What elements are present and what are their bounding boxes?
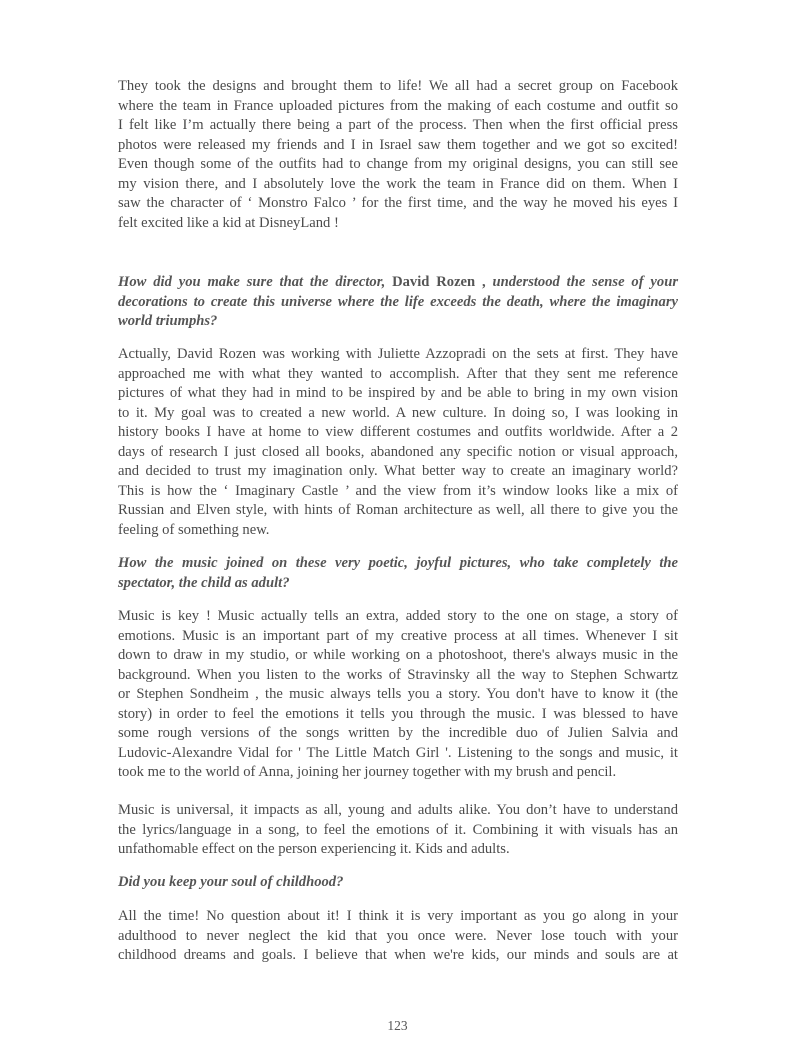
text-line: or Stephen Sondheim , the music always tells you a story. You don't have to know it (the	[118, 686, 678, 702]
body-paragraph	[118, 77, 678, 233]
text-line: How the music joined on these very poetic, joyful pictures, who take completely the	[118, 555, 678, 571]
text-line: Actually, David Rozen was working with Juliette Azzopradi on the sets at first. They have	[118, 346, 678, 362]
text-line: Music is universal, it impacts as all, young and adults alike. You don’t have to understand	[118, 802, 678, 818]
text-line: Did you keep your soul of childhood?	[118, 874, 344, 890]
text-line: adulthood to never neglect the kid that you once were. Never lose touch with your	[118, 927, 678, 944]
text-line: photos were released my friends and I in Israel saw them together and we got so excited!	[118, 136, 678, 153]
text-line: the lyrics/language in a song, to feel the emotions of it. Combining it with visuals has an	[118, 821, 678, 838]
text-line: emotions. Music is an important part of my creative process at all times. Whenever I sit	[118, 627, 678, 644]
text-line	[118, 273, 678, 293]
text-line: decorations to create this universe where the life exceeds the death, where the imaginary	[118, 293, 678, 310]
text-line: Even though some of the outfits had to change from my original designs, you can still see	[118, 156, 678, 172]
interview-question	[118, 873, 678, 893]
interview-question	[118, 554, 678, 593]
text-line: my vision there, and I absolutely love the work the team in France did on them. When I	[118, 175, 678, 192]
text-line: approached me with what they wanted to accomplish. After that they sent me reference	[118, 365, 678, 382]
text-line: and decided to trust my imagination only. What better way to create an imaginary world?	[118, 463, 678, 479]
text-line: world triumphs?	[118, 313, 218, 329]
text-line: took me to the world of Anna, joining her journey together with my brush and pencil.	[118, 764, 617, 780]
director-name: David Rozen ,	[392, 274, 486, 290]
text-line: childhood dreams and goals. I believe that when we're kids, our minds and souls are at	[118, 947, 678, 963]
body-paragraph	[118, 907, 678, 966]
text-line: They took the designs and brought them to life! We all had a secret group on Facebook	[118, 78, 678, 94]
text-line: unfathomable effect on the person experiencing it. Kids and adults.	[118, 841, 510, 857]
text-line: down to draw in my studio, or while working on a photoshoot, there's always music in the	[118, 647, 678, 663]
text-segment: understood the sense of your	[485, 274, 678, 290]
text-line: background. When you listen to the works of Stravinsky all the way to Stephen Schwartz	[118, 666, 678, 683]
text-line: saw the character of ‘ Monstro Falco ’ for the first time, and the way he moved his eyes I	[118, 195, 678, 211]
text-segment: How did you make sure that the director,	[118, 274, 393, 290]
text-line: Russian and Elven style, with hints of Roman architecture as well, all there to give you the	[118, 502, 678, 518]
text-line: where the team in France uploaded pictures from the making of each costume and outfit so	[118, 97, 678, 114]
body-paragraph	[118, 801, 678, 860]
text-line: days of research I just closed all books, abandoned any specific notion or visual approach,	[118, 443, 678, 460]
body-paragraph	[118, 607, 678, 783]
text-line: Ludovic-Alexandre Vidal for ' The Little Match Girl '. Listening to the songs and music, it	[118, 744, 678, 761]
text-line: pictures of what they had in mind to be inspired by and be able to bring in my own vision	[118, 385, 678, 401]
text-line: All the time! No question about it! I think it is very important as you go along in your	[118, 908, 678, 924]
text-line: feeling of something new.	[118, 521, 270, 538]
text-line: I felt like I’m actually there being a part of the process. Then when the first official press	[118, 117, 678, 133]
text-line: story) in order to feel the emotions it tells you through the music. I was blessed to have	[118, 705, 678, 722]
text-line: Music is key ! Music actually tells an extra, added story to the one on stage, a story of	[118, 608, 678, 624]
text-line: This is how the ‘ Imaginary Castle ’ and the view from it’s window looks like a mix of	[118, 482, 678, 499]
text-line: felt excited like a kid at DisneyLand !	[118, 214, 339, 231]
interview-question	[118, 273, 678, 332]
text-line: history books I have at home to view different costumes and outfits worldwide. After a 2	[118, 424, 678, 440]
page-number: 123	[387, 1018, 408, 1033]
text-line: spectator, the child as adult?	[118, 574, 290, 591]
text-line: some rough versions of the songs written by the incredible duo of Julien Salvia and	[118, 725, 678, 741]
text-line: to it. My goal was to created a new world. A new culture. In doing so, I was looking in	[118, 404, 678, 421]
body-paragraph	[118, 345, 678, 540]
